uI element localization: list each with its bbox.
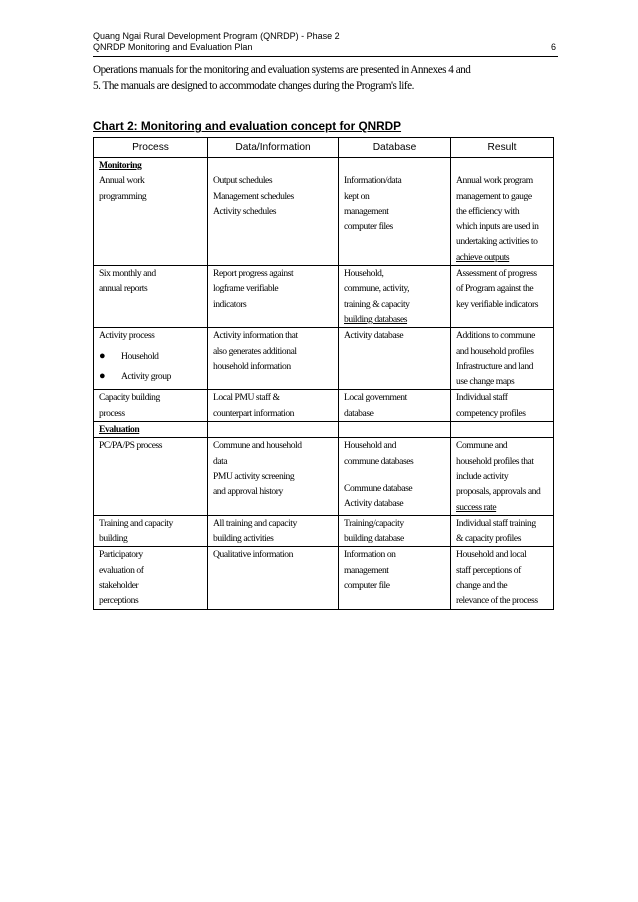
database-cell: Information/data kept on management computer files [339, 173, 451, 265]
table-row [94, 547, 554, 609]
data-cell: Commune and household data PMU activity screening and approval history [208, 438, 339, 515]
process-cell: Capacity building process [94, 390, 208, 422]
table-header-row [94, 138, 554, 158]
bullet-item: ● Activity group [99, 369, 204, 384]
me-concept-table [93, 137, 554, 610]
intro-paragraph [93, 62, 553, 94]
result-cell: Individual staff training & capacity profiles [451, 515, 554, 547]
page-header [93, 31, 558, 53]
column-header-database: Database [339, 138, 451, 158]
result-cell: Additions to commune and household profiles Infrastructure and land use change maps [451, 328, 554, 390]
chart-title: Chart 2: Monitoring and evaluation concept for QNRDP [93, 119, 402, 133]
process-cell: Participatory evaluation of stakeholder perceptions [94, 547, 208, 609]
header-document-name: QNRDP Monitoring and Evaluation Plan [93, 42, 253, 52]
header-divider [93, 56, 558, 57]
table-row [94, 266, 554, 328]
process-cell: Training and capacity building [94, 515, 208, 547]
database-cell: Local government database [339, 390, 451, 422]
result-cell: Annual work program management to gauge the efficiency with which inputs are used in undertaking activities to achieve outputs [451, 173, 554, 265]
bullet-icon: ● [99, 369, 106, 382]
section-label-evaluation: Evaluation [94, 422, 208, 438]
result-cell: Assessment of progress of Program against the key verifiable indicators [451, 266, 554, 328]
column-header-result: Result [451, 138, 554, 158]
data-cell: Activity information that also generates additional household information [208, 328, 339, 390]
table-row [94, 173, 554, 265]
intro-line: 5. The manuals are designed to accommodate changes during the Program's life. [93, 80, 414, 92]
page-number: 6 [550, 42, 556, 52]
process-cell: Annual work programming [94, 173, 208, 265]
database-cell: Household, commune, activity, training & capacity building databases [339, 266, 451, 328]
column-header-data: Data/Information [208, 138, 339, 158]
table-row [94, 390, 554, 422]
data-cell: Report progress against logframe verifiable indicators [208, 266, 339, 328]
result-cell: Individual staff competency profiles [451, 390, 554, 422]
database-cell: Activity database [339, 328, 451, 390]
process-cell: Activity process ● Household ● Activity group [94, 328, 208, 390]
process-cell: PC/PA/PS process [94, 438, 208, 515]
data-cell: Qualitative information [208, 547, 339, 609]
database-cell: Information on management computer file [339, 547, 451, 609]
database-cell: Training/capacity building database [339, 515, 451, 547]
result-cell: Commune and household profiles that include activity proposals, approvals and success rate [451, 438, 554, 515]
process-cell: Six monthly and annual reports [94, 266, 208, 328]
intro-line: Operations manuals for the monitoring and evaluation systems are presented in Annexes 4 and [93, 64, 471, 76]
data-cell: All training and capacity building activities [208, 515, 339, 547]
bullet-item: ● Household [99, 349, 204, 364]
table-row [94, 515, 554, 547]
table-row [94, 328, 554, 390]
section-label-monitoring: Monitoring [94, 158, 208, 174]
data-cell: Local PMU staff & counterpart information [208, 390, 339, 422]
bullet-icon: ● [99, 349, 106, 362]
section-row-monitoring [94, 158, 554, 174]
data-cell: Output schedules Management schedules Activity schedules [208, 173, 339, 265]
section-row-evaluation [94, 422, 554, 438]
database-cell: Household and commune databases Commune database Activity database [339, 438, 451, 515]
column-header-process: Process [94, 138, 208, 158]
result-cell: Household and local staff perceptions of change and the relevance of the process [451, 547, 554, 609]
header-program-name: Quang Ngai Rural Development Program (QNRDP) - Phase 2 [93, 31, 340, 41]
table-row [94, 438, 554, 515]
